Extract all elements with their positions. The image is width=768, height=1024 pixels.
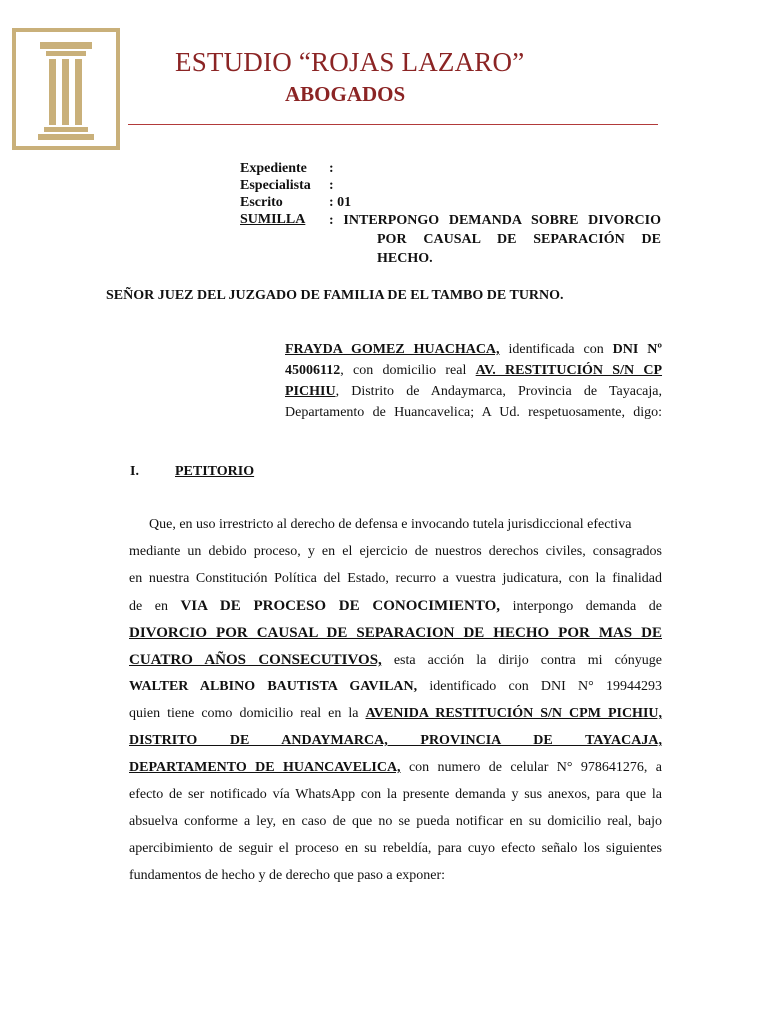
plaintiff-line: [285, 339, 662, 360]
body-line: en nuestra Constitución Política del Estado, recurro a vuestra judicatura, con la finalidad: [129, 571, 662, 586]
body-emphasis: CUATRO AÑOS CONSECUTIVOS,: [129, 652, 382, 668]
plaintiff-line: [285, 381, 662, 402]
plaintiff-address: PICHIU: [285, 384, 336, 399]
header-divider: [128, 124, 658, 125]
body-line: [129, 622, 662, 649]
case-info: [240, 160, 660, 270]
addressee: SEÑOR JUEZ DEL JUZGADO DE FAMILIA DE EL TAMBO DE TURNO.: [106, 288, 564, 303]
expediente-label: Expediente: [240, 161, 307, 176]
plaintiff-text: , con domicilio real: [340, 363, 476, 378]
pillar-icon: [12, 28, 120, 150]
body-emphasis: AVENIDA RESTITUCIÓN S/N CPM PICHIU,: [365, 706, 663, 721]
body-line: [129, 757, 662, 784]
sumilla-line: HECHO.: [377, 251, 433, 266]
body-text: quien tiene como domicilio real en la: [129, 706, 366, 721]
body-emphasis: VIA DE PROCESO DE CONOCIMIENTO,: [180, 598, 501, 614]
dni-label: DNI Nº: [612, 342, 663, 357]
body-emphasis: WALTER ALBINO BAUTISTA GAVILAN,: [129, 679, 418, 694]
body-line: mediante un debido proceso, y en el ejercicio de nuestros derechos civiles, consagrados: [129, 544, 662, 559]
body-line: absuelva conforme a ley, en caso de que no se pueda notificar en su domicilio real, bajo: [129, 814, 662, 829]
body-line: Que, en uso irrestricto al derecho de defensa e invocando tutela jurisdiccional efectiva: [149, 517, 632, 532]
body-emphasis: DIVORCIO POR CAUSAL DE SEPARACION DE HECHO POR MAS DE: [129, 625, 662, 641]
body-text: esta acción la dirijo contra mi cónyuge: [381, 653, 662, 668]
body-line: [129, 730, 662, 757]
expediente-row: [240, 160, 660, 178]
sumilla-line: POR CAUSAL DE SEPARACIÓN DE: [377, 232, 661, 247]
body-line: [129, 676, 662, 703]
body-line: [129, 703, 662, 730]
especialista-row: [240, 177, 660, 195]
body-text: identificado con DNI N° 19944293: [417, 679, 662, 694]
escrito-value: : 01: [329, 195, 352, 210]
plaintiff-text: identificada con: [499, 342, 613, 357]
section-number: I.: [130, 464, 139, 479]
body-emphasis: DISTRITO DE ANDAYMARCA, PROVINCIA DE TAYACAJA,: [129, 733, 662, 748]
body-line: [129, 649, 662, 676]
escrito-row: [240, 194, 660, 212]
plaintiff-paragraph: [285, 339, 662, 423]
plaintiff-text: , Distrito de Andaymarca, Provincia de Tayacaja,: [335, 384, 662, 399]
petitorio-paragraph: [129, 514, 662, 892]
body-text: de en: [129, 599, 181, 614]
body-line: efecto de ser notificado vía WhatsApp con la presente demanda y sus anexos, para que la: [129, 787, 662, 802]
firm-subtitle: ABOGADOS: [285, 82, 406, 106]
body-line: apercibimiento de seguir el proceso en su rebeldía, para cuyo efecto señalo los siguientes: [129, 841, 662, 856]
dni-number: 45006112: [285, 363, 341, 378]
body-text: con numero de celular N° 978641276, a: [400, 760, 662, 775]
body-line: fundamentos de hecho y de derecho que paso a exponer:: [129, 868, 446, 883]
body-text: interpongo demanda de: [500, 599, 662, 614]
sumilla-text: [329, 211, 661, 268]
sumilla-line: : INTERPONGO DEMANDA SOBRE DIVORCIO: [329, 213, 661, 228]
plaintiff-name: FRAYDA GOMEZ HUACHACA,: [285, 342, 500, 357]
firm-name: ESTUDIO “ROJAS LAZARO”: [175, 47, 525, 77]
plaintiff-line: Departamento de Huancavelica; A Ud. respetuosamente, digo:: [285, 405, 662, 420]
especialista-value: :: [329, 178, 334, 193]
sumilla-label: SUMILLA: [240, 212, 306, 227]
section-title: PETITORIO: [175, 464, 255, 479]
body-line: [129, 595, 662, 622]
especialista-label: Especialista: [240, 178, 311, 193]
body-emphasis: DEPARTAMENTO DE HUANCAVELICA,: [129, 760, 401, 775]
plaintiff-line: [285, 360, 662, 381]
expediente-value: :: [329, 161, 334, 176]
plaintiff-address: AV. RESTITUCIÓN S/N CP: [475, 363, 663, 378]
escrito-label: Escrito: [240, 195, 283, 210]
